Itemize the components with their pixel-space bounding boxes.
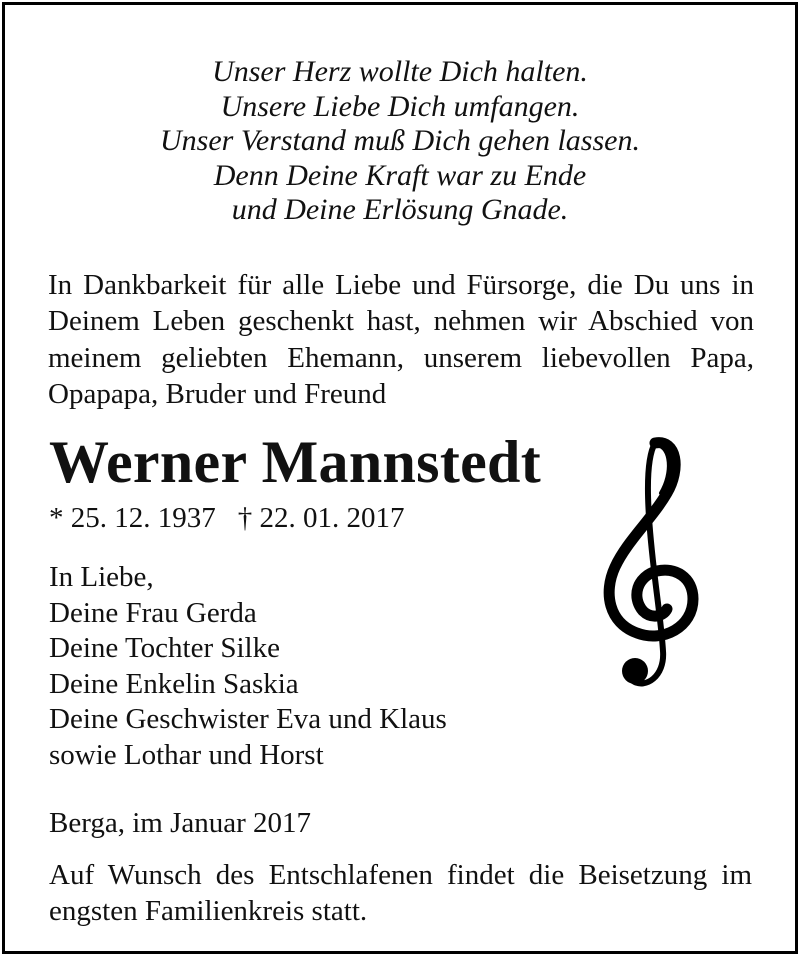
family-line: In Liebe, — [49, 561, 154, 593]
intro-line: Opapapa, Bruder und Freund — [48, 377, 387, 410]
family-line: Deine Tochter Silke — [49, 632, 280, 664]
poem — [5, 55, 795, 228]
life-dates — [49, 500, 405, 536]
family-line: Deine Geschwister Eva und Klaus — [49, 703, 447, 735]
treble-clef-icon — [597, 437, 707, 699]
family-line: sowie Lothar und Horst — [49, 738, 324, 771]
death-date: † 22. 01. 2017 — [237, 502, 405, 534]
poem-line: Denn Deine Kraft war zu Ende — [213, 158, 587, 192]
poem-line: Unsere Liebe Dich umfangen. — [220, 89, 580, 123]
family-line: Deine Enkelin Saskia — [49, 667, 299, 700]
intro-line: meinem geliebten Ehemann, unserem liebevollen Papa, — [48, 341, 754, 374]
deceased-name: Werner Mannstedt — [49, 429, 541, 495]
place-date: Berga, im Januar 2017 — [49, 807, 312, 839]
intro-line: Deinem Leben geschenkt hast, nehmen wir Abschied von — [48, 305, 754, 338]
poem-line: Unser Verstand muß Dich gehen lassen. — [160, 124, 640, 158]
family-line: Deine Frau Gerda — [49, 596, 257, 629]
notice-line: Auf Wunsch des Entschlafenen findet die Beisetzung im — [49, 859, 752, 891]
family-signatures — [49, 560, 447, 773]
intro-line: In Dankbarkeit für alle Liebe und Fürsorge, die Du uns in — [48, 269, 754, 301]
poem-line: und Deine Erlösung Gnade. — [231, 193, 569, 227]
birth-date: * 25. 12. 1937 — [49, 502, 216, 534]
intro-text — [48, 267, 754, 412]
funeral-notice — [49, 857, 752, 929]
poem-line: Unser Herz wollte Dich halten. — [212, 55, 588, 88]
notice-line: engsten Familienkreis statt. — [49, 895, 368, 927]
obituary-frame — [2, 2, 798, 954]
